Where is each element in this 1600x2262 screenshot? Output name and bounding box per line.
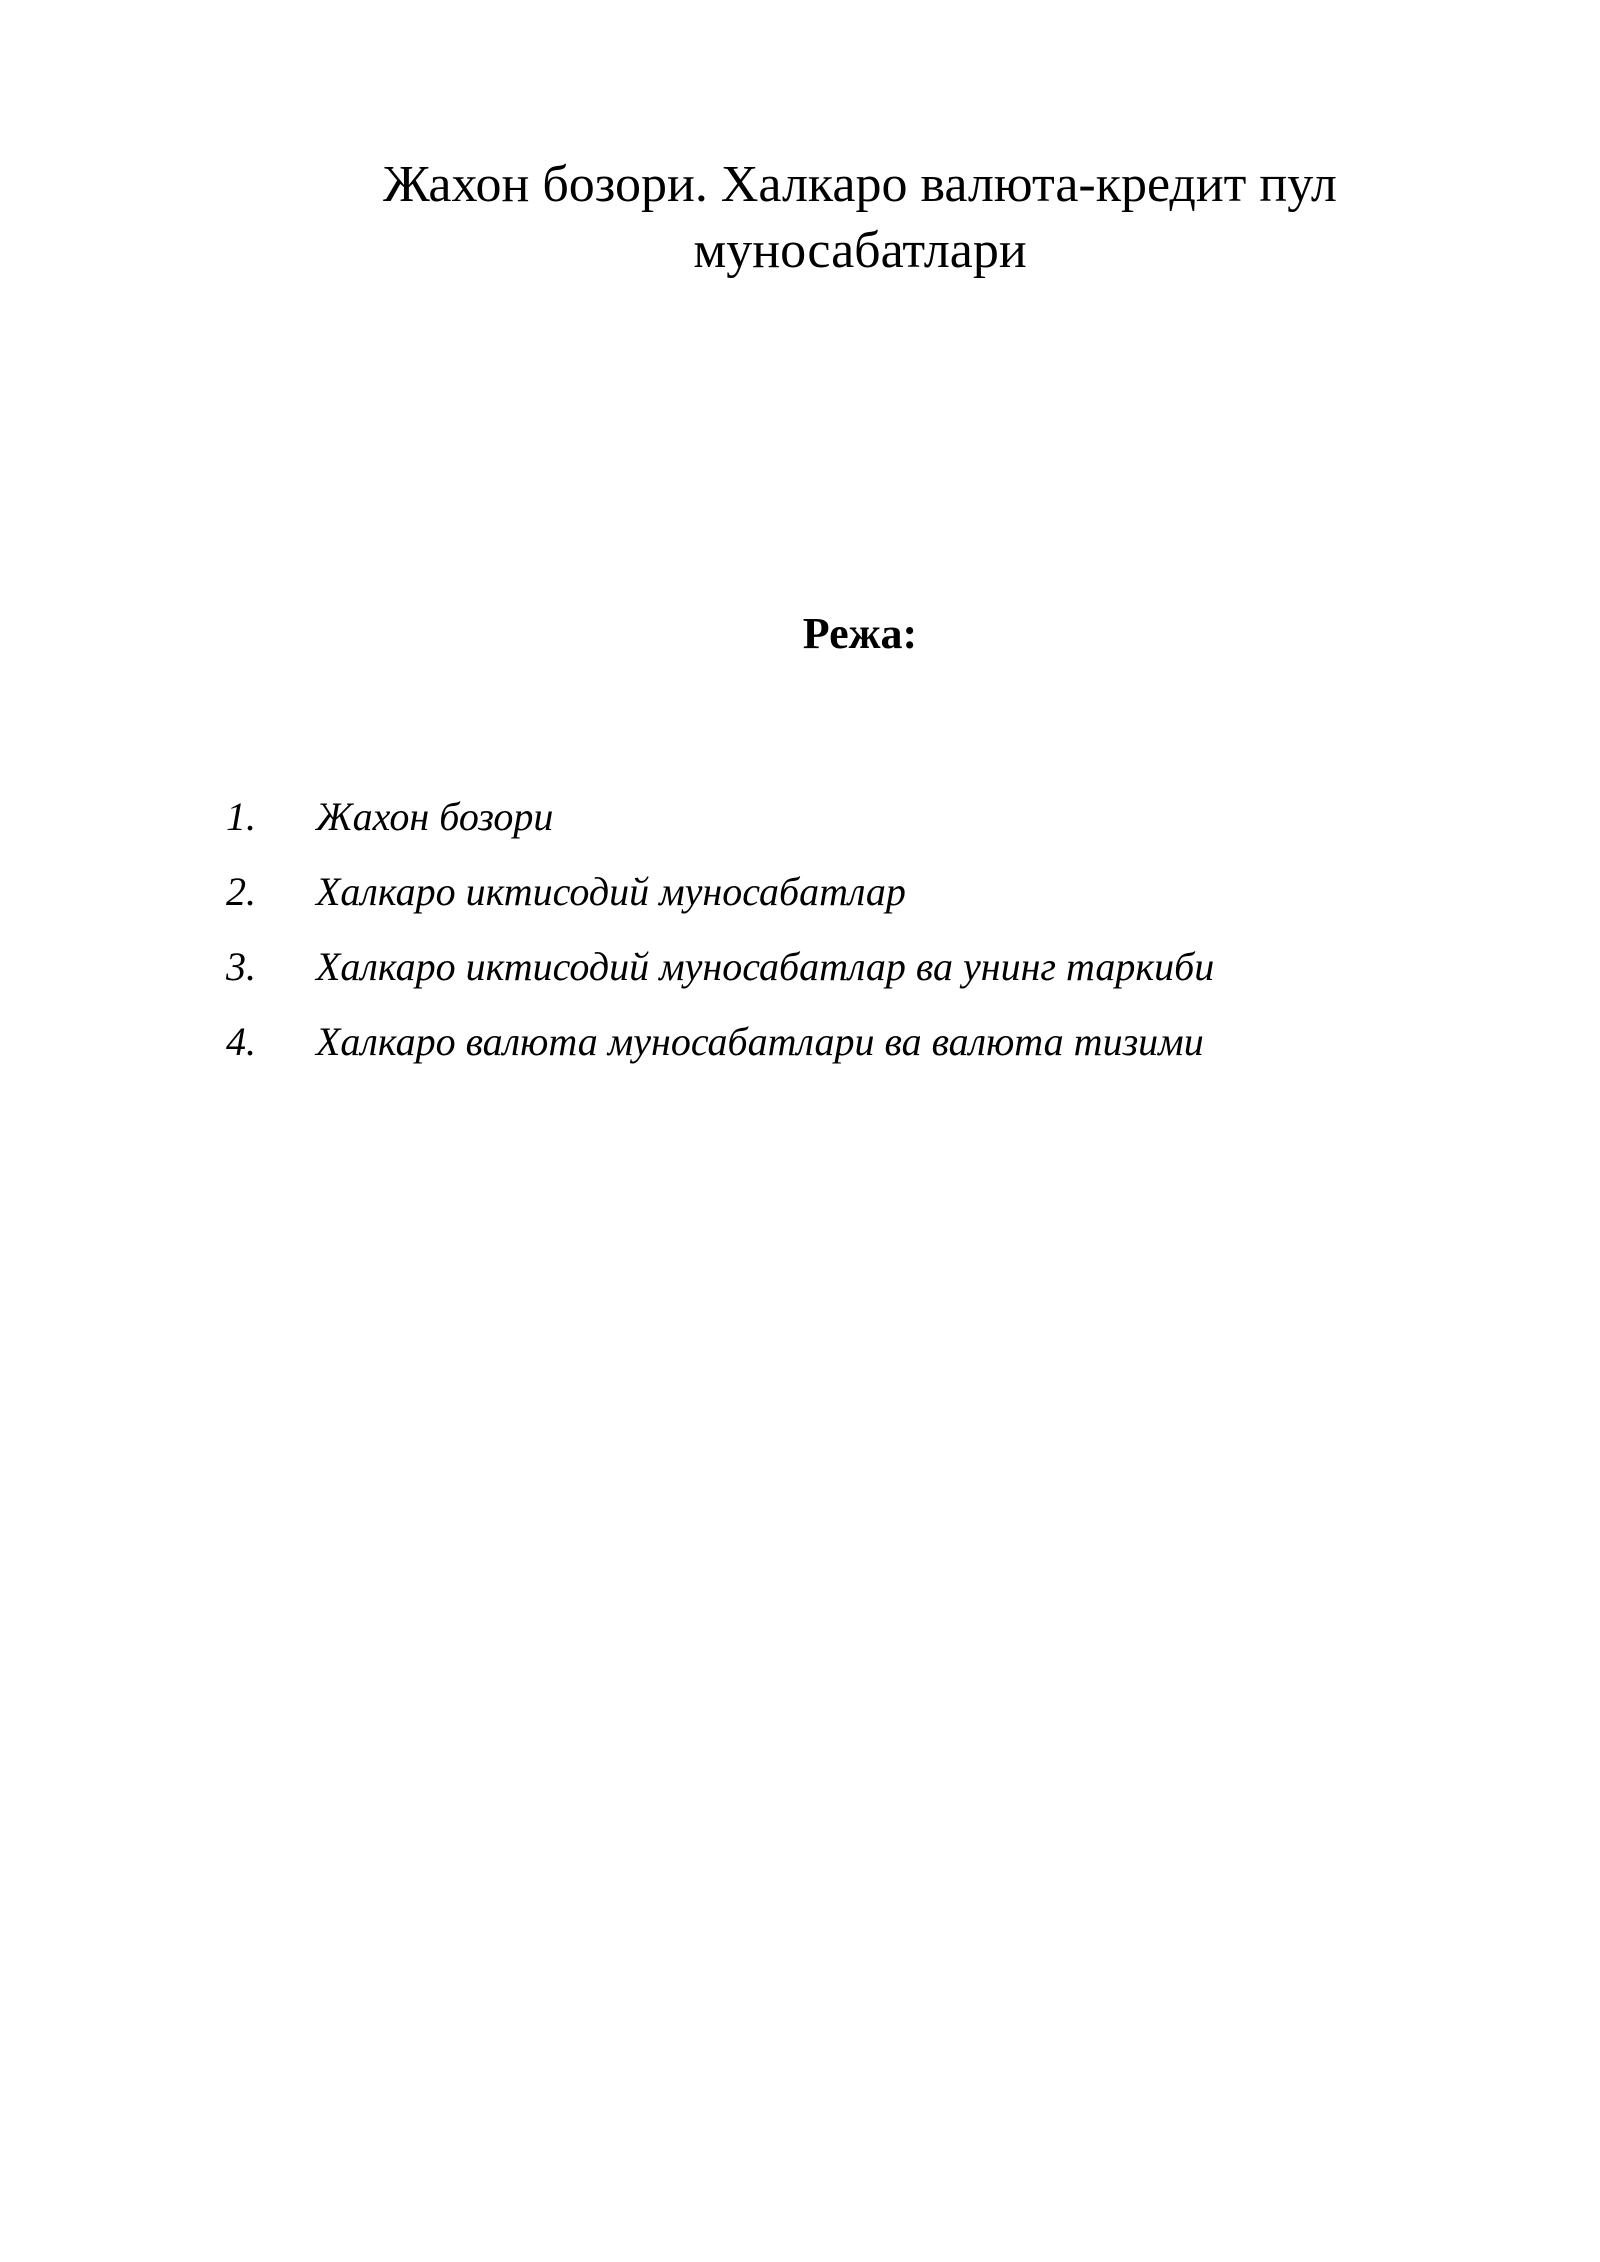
list-item: [226, 940, 1426, 1015]
document-title: Жахон бозори. Халкаро валюта-кредит пул муносабатлари: [383, 156, 1337, 279]
plan-heading: Режа:: [802, 609, 918, 658]
list-item: [226, 1015, 1426, 1090]
plan-list: [226, 790, 1426, 1090]
list-item-text: Халкаро валюта муносабатлари ва валюта тизими: [316, 1019, 1204, 1064]
list-item-text: Халкаро иктисодий муносабатлар ва унинг таркиби: [316, 944, 1215, 989]
list-item-number: 2.: [226, 869, 256, 914]
list-item: [226, 790, 1426, 865]
list-item-number: 4.: [226, 1019, 256, 1064]
list-item-number: 3.: [226, 944, 256, 989]
list-item-number: 1.: [226, 794, 256, 839]
list-item-text: Халкаро иктисодий муносабатлар: [316, 869, 906, 914]
list-item: [226, 865, 1426, 940]
list-item-text: Жахон бозори: [316, 794, 554, 839]
